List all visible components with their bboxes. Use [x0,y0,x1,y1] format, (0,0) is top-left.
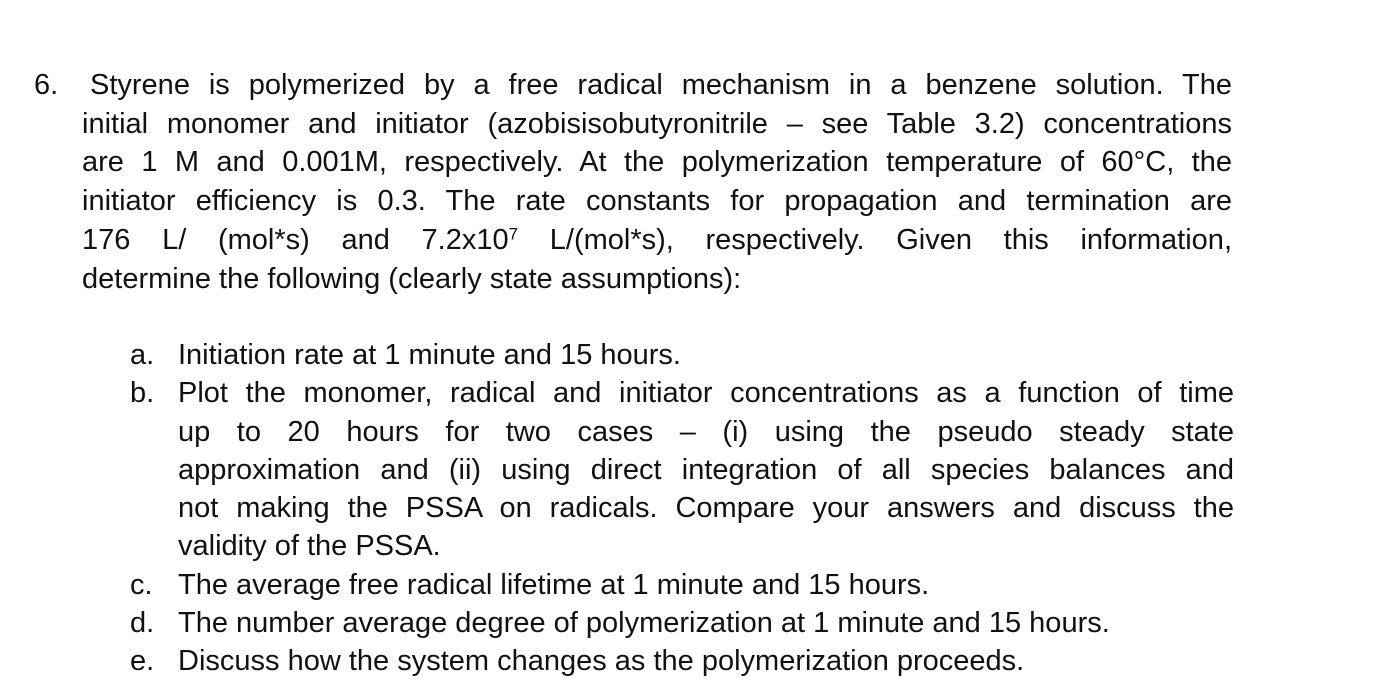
exponent: 7 [508,224,519,244]
termination-constant-prefix: 176 L/ (mol*s) and 7.2x10 [82,223,509,256]
subpart-text [178,604,1234,642]
subpart-e [130,642,1234,680]
subpart-line: Initiation rate at 1 minute and 15 hours. [178,339,681,371]
subpart-list [130,336,1234,681]
problem-6 [34,66,1234,298]
subpart-line: Plot the monomer, radical and initiator concentrations as a function of time [178,377,1234,410]
subpart-text [178,336,1234,374]
subpart-line: up to 20 hours for two cases – (i) using the pseudo steady state [178,415,1234,448]
subpart-line: The average free radical lifetime at 1 minute and 15 hours. [178,568,930,601]
subpart-line: approximation and (ii) using direct integration of all species balances and [178,453,1234,486]
problem-line-4: initiator efficiency is 0.3. The rate constants for propagation and termination are [82,185,1232,218]
subpart-letter: b. [130,377,155,410]
subpart-line: Discuss how the system changes as the polymerization proceeds. [178,645,1025,678]
subpart-letter: d. [130,607,155,640]
subpart-c [130,566,1234,604]
problem-line-3: are 1 M and 0.001M, respectively. At the polymerization temperature of 60°C, the [82,146,1232,179]
subpart-letter: c. [130,568,153,601]
problem-statement [82,66,1232,298]
subpart-line: The number average degree of polymerization at 1 minute and 15 hours. [178,607,1110,640]
problem-line-1: Styrene is polymerized by a free radical mechanism in a benzene solution. The [90,69,1232,101]
subpart-line: not making the PSSA on radicals. Compare your answers and discuss the [178,492,1234,525]
subpart-line: validity of the PSSA. [178,530,441,563]
subpart-text [178,642,1234,680]
problem-number: 6. [34,69,59,101]
subpart-letter: a. [130,339,155,371]
subpart-b [130,374,1234,565]
subpart-letter: e. [130,645,155,678]
termination-constant-suffix: L/(mol*s), respectively. Given this information, [518,223,1232,256]
subpart-a [130,336,1234,374]
problem-line-2: initial monomer and initiator (azobisisobutyronitrile – see Table 3.2) concentrations [82,107,1232,140]
subpart-text [178,374,1234,565]
subpart-d [130,604,1234,642]
subpart-text [178,566,1234,604]
problem-line-6: determine the following (clearly state assumptions): [82,262,742,295]
problem-line-5 [82,221,1232,260]
